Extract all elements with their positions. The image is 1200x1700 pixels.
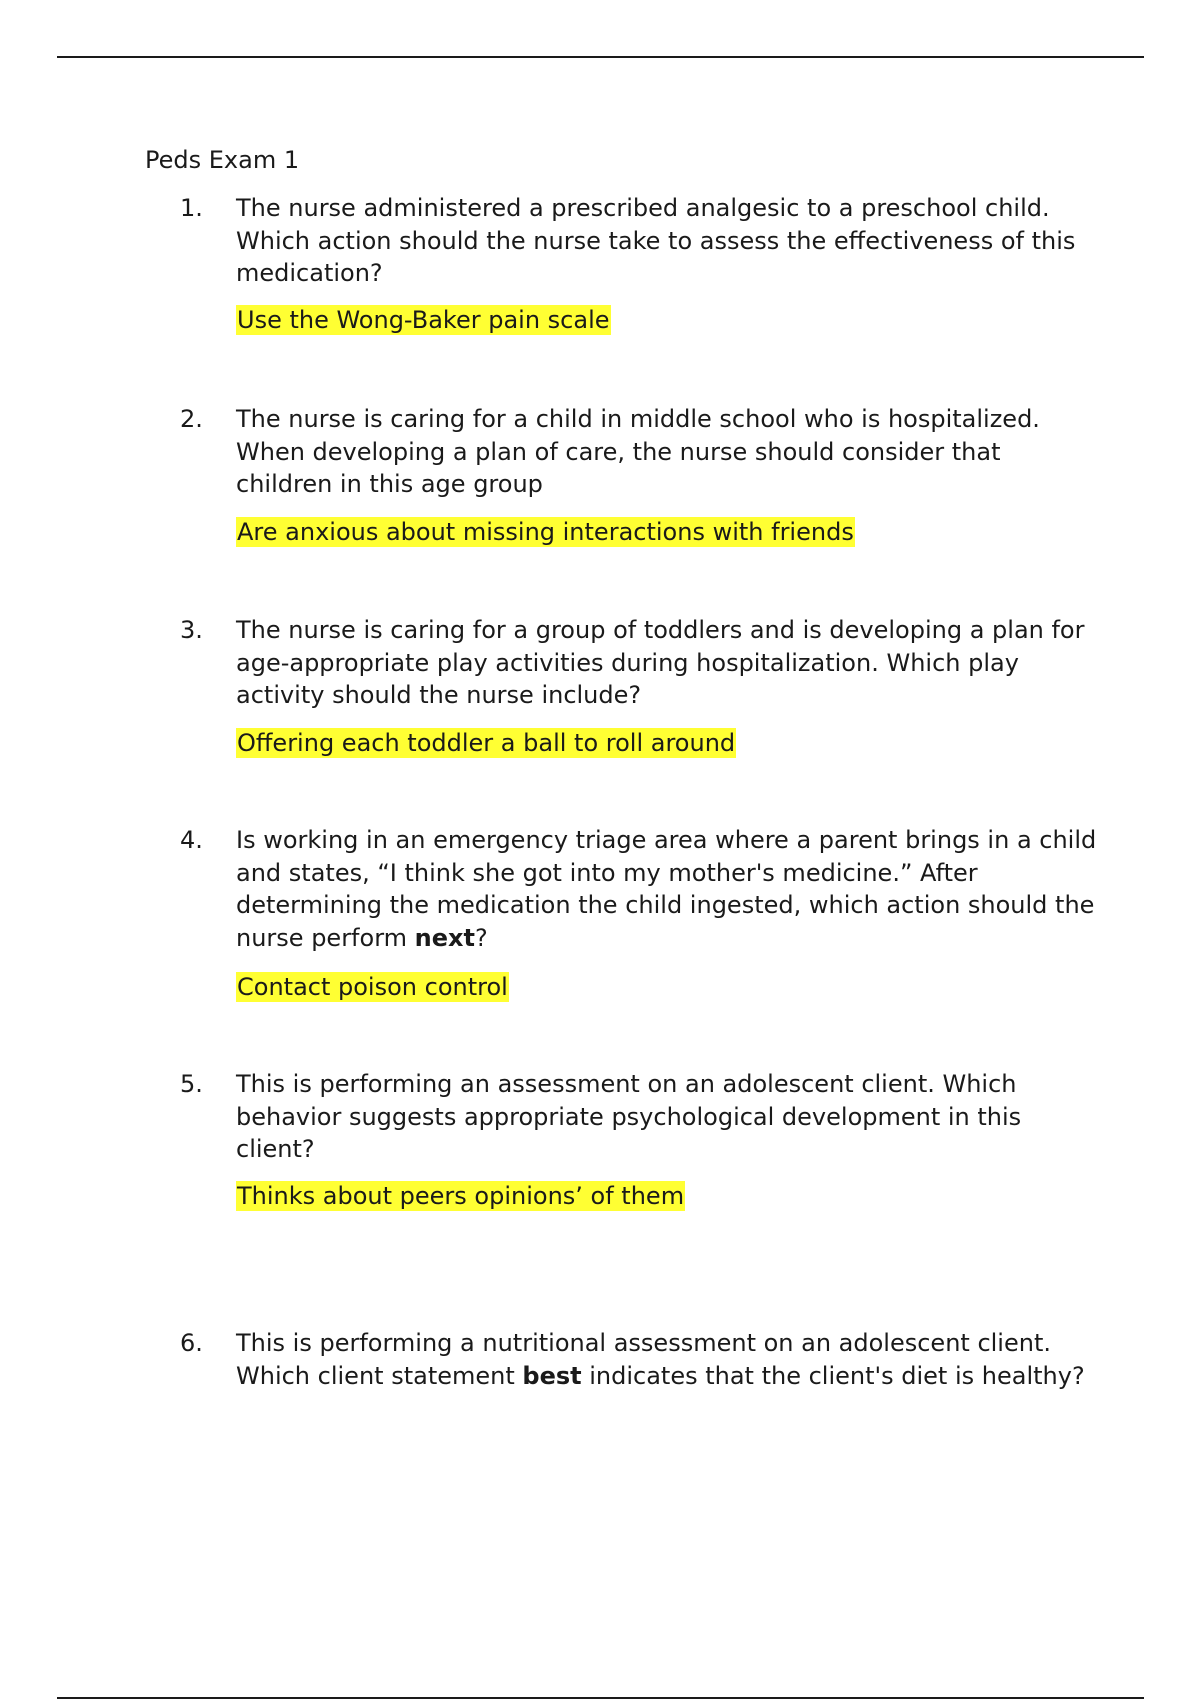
highlighted-answer: Use the Wong-Baker pain scale bbox=[237, 306, 610, 334]
question-number: 5. bbox=[180, 1070, 203, 1098]
question-text-part: The nurse is caring for a child in middle school who is hospitalized. When developing a plan of care, the nurse should consider that children in this age group bbox=[236, 405, 1040, 498]
question-text-bold: next bbox=[414, 923, 475, 952]
question-number: 1. bbox=[180, 194, 203, 222]
question-number: 6. bbox=[180, 1329, 203, 1357]
header-rule bbox=[57, 56, 1144, 58]
question-text bbox=[236, 192, 1100, 290]
question-text-part: This is performing an assessment on an adolescent client. Which behavior suggests appropriate psychological development in this client? bbox=[236, 1070, 1022, 1163]
question-text-part: The nurse administered a prescribed analgesic to a preschool child. Which action should the nurse take to assess the effectiveness of this medication? bbox=[236, 194, 1076, 287]
question-text bbox=[236, 1327, 1100, 1392]
question-text-part: The nurse is caring for a group of toddlers and is developing a plan for age-appropriate play activities during hospitalization. Which play activity should the nurse include? bbox=[236, 616, 1085, 709]
question-text-part: ? bbox=[474, 923, 488, 952]
question-text-part: Is working in an emergency triage area where a parent brings in a child and states, “I think she got into my mother's medicine.” After determining the medication the child ingested, which action should the nurse perform bbox=[236, 826, 1097, 952]
footer-rule bbox=[57, 1697, 1144, 1699]
question-text bbox=[236, 824, 1100, 954]
highlighted-answer: Contact poison control bbox=[237, 973, 508, 1001]
highlighted-answer: Thinks about peers opinions’ of them bbox=[237, 1182, 685, 1210]
question-text bbox=[236, 1068, 1100, 1166]
question-number: 2. bbox=[180, 405, 203, 433]
highlighted-answer: Are anxious about missing interactions with friends bbox=[237, 518, 854, 546]
question-number: 3. bbox=[180, 616, 203, 644]
question-text-part: This is performing a nutritional assessment on an adolescent client. Which client statement bbox=[236, 1329, 1051, 1390]
question-text bbox=[236, 614, 1100, 712]
question-text-part: indicates that the client's diet is healthy? bbox=[581, 1361, 1085, 1390]
question-text bbox=[236, 403, 1100, 501]
question-number: 4. bbox=[180, 826, 203, 854]
question-text-bold: best bbox=[522, 1361, 582, 1390]
page-title: Peds Exam 1 bbox=[145, 146, 300, 174]
highlighted-answer: Offering each toddler a ball to roll around bbox=[237, 729, 736, 757]
